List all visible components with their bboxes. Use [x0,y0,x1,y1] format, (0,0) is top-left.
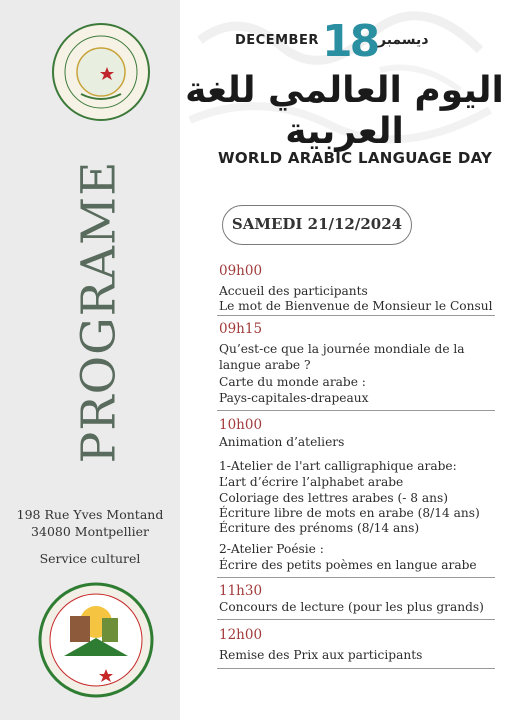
schedule-line: langue arabe ? [219,358,311,372]
schedule-line: 1-Atelier de l'art calligraphique arabe: [219,459,457,473]
consulate-logo [51,22,151,122]
schedule-line: Écriture libre de mots en arabe (8/14 ans) [219,506,480,520]
schedule-line: 2-Atelier Poésie : [219,542,324,556]
schedule-line: Écrire des petits poèmes en langue arabe [219,558,477,572]
schedule-time: 09h15 [219,321,263,337]
divider [217,315,495,316]
schedule-line: Animation d’ateliers [219,435,345,449]
divider [217,577,495,578]
address-city: 34080 Montpellier [31,524,149,539]
schedule-line: Qu’est-ce que la journée mondiale de la [219,342,465,356]
schedule-time: 12h00 [219,627,263,643]
schedule-line: Coloriage des lettres arabes (- 8 ans) [219,491,448,505]
world-arabic-language-day: WORLD ARABIC LANGUAGE DAY [218,149,493,167]
schedule-line: Carte du monde arabe : [219,375,366,389]
schedule-line: Remise des Prix aux participants [219,648,423,662]
schedule-line: Accueil des participants [219,284,368,298]
december-arabic: ديسمبر [378,32,429,48]
schedule-time: 09h00 [219,263,263,279]
divider [217,619,495,620]
service-culturel: Service culturel [39,551,141,566]
day-number: 18 [322,16,378,67]
schedule-line: Pays-capitales-drapeaux [219,391,369,405]
divider [217,668,495,669]
schedule-line: Écriture des prénoms (8/14 ans) [219,521,420,535]
schedule-line: Concours de lecture (pour les plus grands) [219,600,484,614]
schedule-line: L’art d’écrire l’alphabet arabe [219,475,404,489]
algeria-emblem [36,578,156,706]
address-street: 198 Rue Yves Montand [16,507,164,522]
schedule-time: 10h00 [219,417,263,433]
december-label: DECEMBER [235,33,319,48]
programme-vertical-title: PROGRAME [71,160,127,464]
schedule-time: 11h30 [219,583,263,599]
arabic-title: اليوم العالمي للغة العربية [185,70,504,152]
date-pill: SAMEDI 21/12/2024 [222,205,412,245]
divider [217,410,495,411]
schedule-line: Le mot de Bienvenue de Monsieur le Consul [219,299,493,313]
